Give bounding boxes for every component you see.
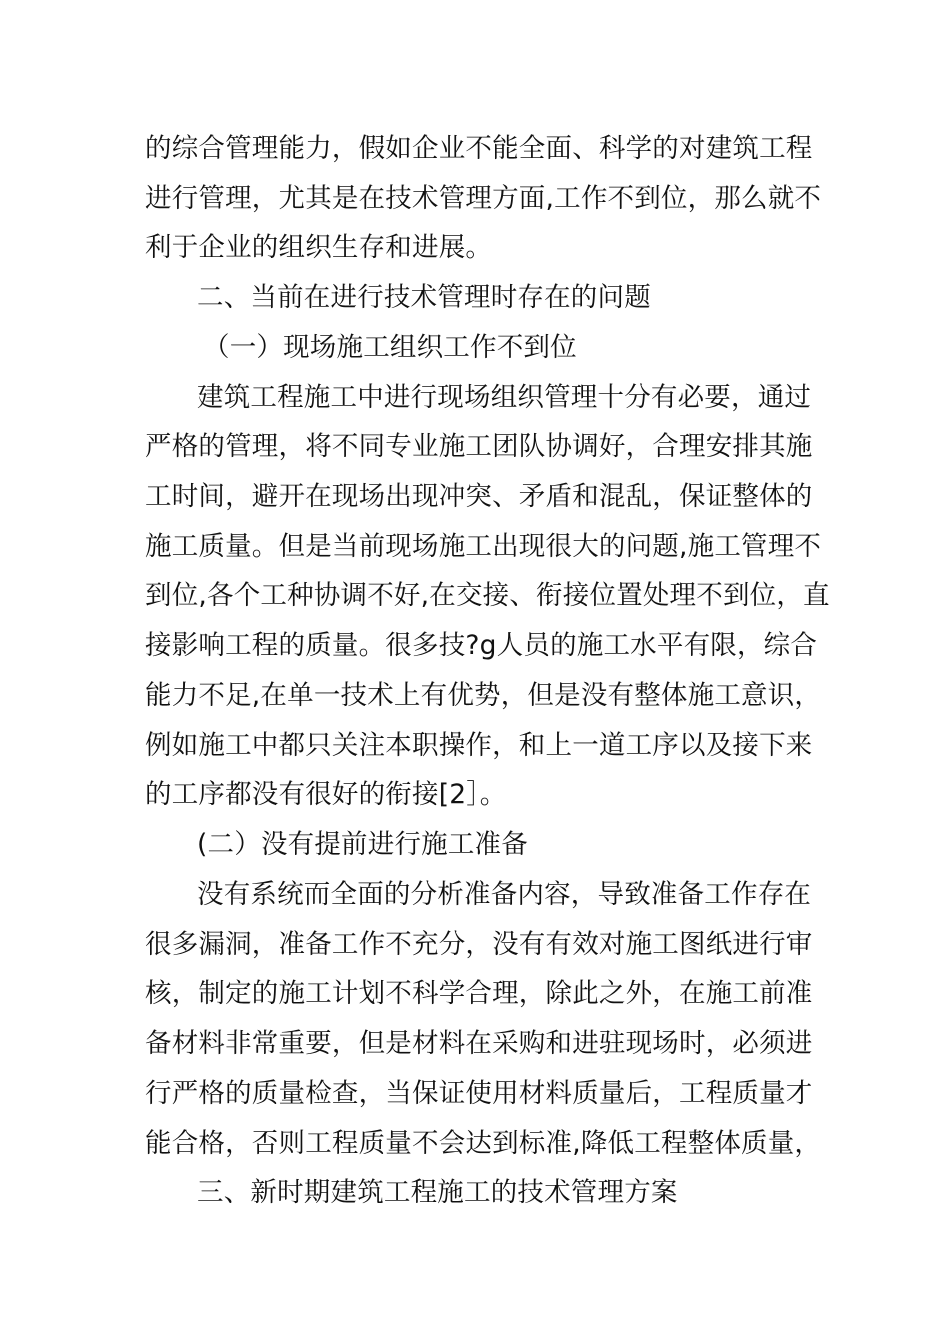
section-heading: 三、新时期建筑工程施工的技术管理方案: [197, 1177, 678, 1208]
paragraph-line: 严格的管理，将不同专业施工团队协调好，合理安排其施: [145, 431, 813, 462]
paragraph-line: 到位,各个工种协调不好,在交接、衔接位置处理不到位，直: [145, 580, 830, 611]
subsection-heading: （一）现场施工组织工作不到位: [203, 332, 577, 363]
paragraph-line: 的工序都没有很好的衔接[2］。: [145, 779, 507, 810]
paragraph-line: 备材料非常重要，但是材料在采购和进驻现场时，必须进: [145, 1028, 813, 1059]
paragraph-line: 工时间，避开在现场出现冲突、矛盾和混乱，保证整体的: [145, 481, 813, 512]
paragraph-line: 行严格的质量检查，当保证使用材料质量后，工程质量才: [145, 1078, 813, 1109]
paragraph-line: 接影响工程的质量。很多技?g人员的施工水平有限，综合: [145, 630, 818, 661]
paragraph-line: 很多漏洞，准备工作不充分，没有有效对施工图纸进行审: [145, 929, 813, 960]
subsection-heading: (二）没有提前进行施工准备: [197, 829, 528, 860]
paragraph-line: 例如施工中都只关注本职操作，和上一道工序以及接下来: [145, 730, 813, 761]
paragraph-line: 能合格，否则工程质量不会达到标准,降低工程整体质量，: [145, 1128, 822, 1159]
paragraph-line: 能力不足,在单一技术上有优势，但是没有整体施工意识，: [145, 680, 822, 711]
paragraph-line: 进行管理，尤其是在技术管理方面,工作不到位，那么就不: [145, 183, 822, 214]
paragraph-line: 核，制定的施工计划不科学合理，除此之外，在施工前准: [145, 978, 813, 1009]
paragraph-line: 利于企业的组织生存和进展。: [145, 232, 493, 263]
paragraph-line: 的综合管理能力，假如企业不能全面、科学的对建筑工程: [145, 133, 813, 164]
paragraph-line: 建筑工程施工中进行现场组织管理十分有必要，通过: [197, 382, 812, 413]
section-heading: 二、当前在进行技术管理时存在的问题: [197, 282, 651, 313]
paragraph-line: 没有系统而全面的分析准备内容，导致准备工作存在: [197, 879, 812, 910]
paragraph-line: 施工质量。但是当前现场施工出现很大的问题,施工管理不: [145, 531, 822, 562]
